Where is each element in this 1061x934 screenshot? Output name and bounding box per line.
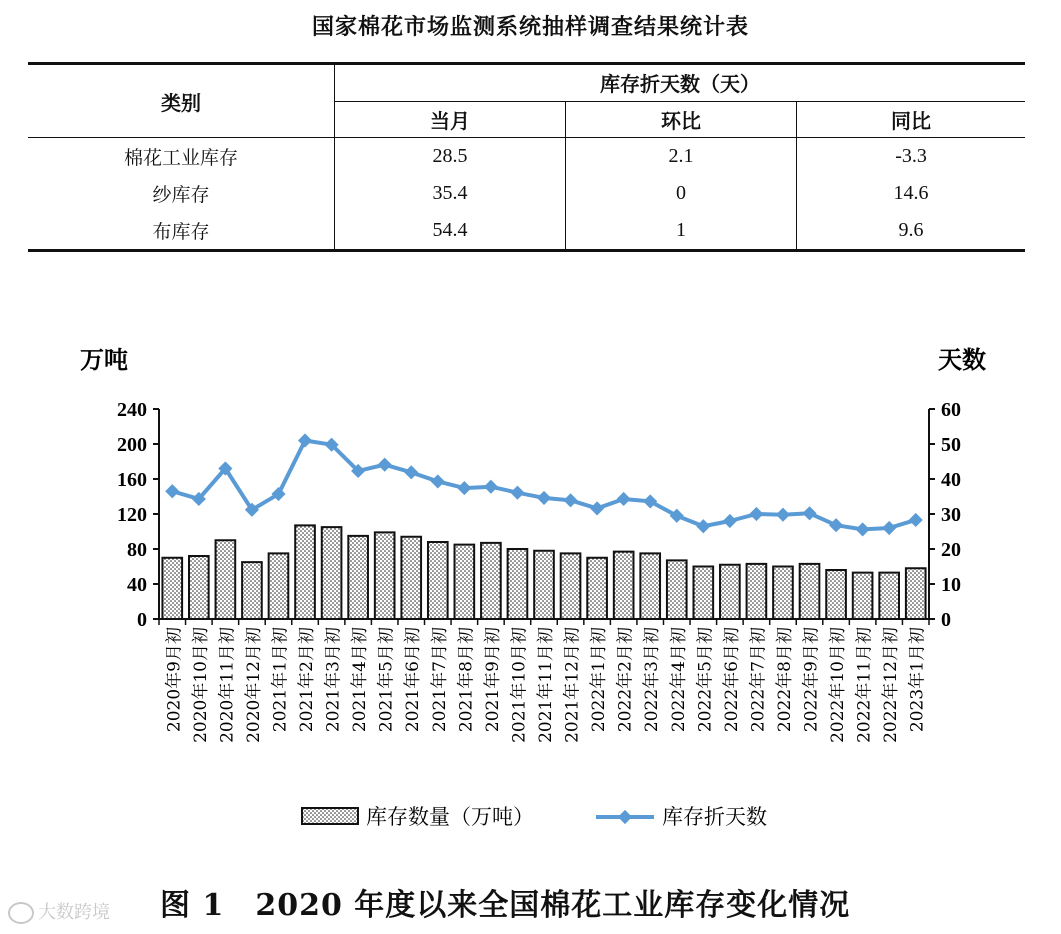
row-mom: 0 [566, 175, 797, 212]
line-series [172, 441, 915, 530]
x-tick-label: 2022年12月初 [881, 627, 902, 743]
line-point [776, 508, 790, 522]
row-mom: 2.1 [566, 138, 797, 176]
row-category: 纱库存 [28, 175, 335, 212]
left-axis-label: 万吨 [80, 346, 128, 374]
right-tick-label: 50 [941, 434, 961, 456]
x-tick-label: 2023年1月初 [907, 627, 928, 733]
left-tick-label: 120 [117, 504, 147, 526]
x-tick-label: 2021年12月初 [562, 627, 583, 743]
line-point [829, 518, 843, 532]
x-tick-label: 2022年1月初 [589, 627, 610, 733]
x-tick-label: 2021年11月初 [536, 627, 556, 743]
x-tick-label: 2021年2月初 [297, 627, 318, 733]
x-tick-label: 2021年9月初 [482, 627, 503, 733]
line-point [749, 507, 763, 521]
plot-area [117, 399, 961, 743]
bar [720, 565, 740, 619]
left-tick-label: 80 [127, 539, 147, 561]
bar [879, 573, 899, 619]
left-tick-label: 0 [137, 609, 147, 631]
left-tick-label: 240 [117, 399, 147, 421]
x-tick-label: 2020年10月初 [190, 627, 211, 743]
right-tick-label: 30 [941, 504, 961, 526]
bar [269, 553, 289, 619]
left-tick-label: 40 [127, 574, 147, 596]
row-current: 28.5 [432, 145, 468, 167]
x-tick-label: 2022年11月初 [854, 627, 875, 743]
row-yoy: 14.6 [893, 182, 929, 204]
bar [773, 567, 793, 620]
watermark [8, 898, 110, 924]
right-tick-label: 0 [941, 609, 951, 631]
x-tick-label: 2022年5月初 [695, 627, 716, 733]
line-point [165, 484, 179, 498]
line-point [298, 433, 312, 447]
legend-line-label: 库存折天数 [662, 805, 767, 829]
right-tick-label: 10 [941, 574, 961, 596]
bar [455, 545, 475, 619]
row-category: 棉花工业库存 [28, 138, 335, 176]
x-tick-label: 2022年9月初 [801, 627, 822, 733]
bar [906, 568, 926, 619]
x-tick-label: 2022年6月初 [721, 627, 742, 733]
line-point [617, 492, 631, 506]
x-tick-label: 2021年6月初 [403, 627, 424, 733]
line-point [856, 522, 870, 536]
bar [481, 543, 501, 619]
table-title: 国家棉花市场监测系统抽样调查结果统计表 [311, 14, 749, 40]
bar [800, 564, 820, 619]
x-tick-label: 2021年10月初 [509, 627, 530, 743]
left-tick-label: 160 [117, 469, 147, 491]
watermark-logo-icon [8, 902, 34, 924]
line-point [404, 465, 418, 479]
bar [295, 525, 315, 619]
bar [667, 560, 687, 619]
x-tick-label: 2021年4月初 [350, 627, 371, 733]
left-tick-label: 200 [117, 434, 147, 456]
bar [693, 567, 713, 620]
subheader-current: 当月 [335, 101, 566, 138]
bar [826, 570, 846, 619]
bar [853, 573, 873, 619]
line-point [563, 493, 577, 507]
right-tick-label: 40 [941, 469, 961, 491]
bar [561, 553, 581, 619]
x-tick-label: 2021年5月初 [376, 627, 397, 733]
bar [322, 527, 342, 619]
subheader-mom: 环比 [566, 101, 797, 138]
x-tick-label: 2022年4月初 [668, 627, 689, 733]
line-point [802, 506, 816, 520]
line-point [510, 486, 524, 500]
stats-table [28, 62, 1025, 252]
figure-caption: 图 1 2020 年度以来全国棉花工业库存变化情况 [160, 888, 851, 923]
subheader-yoy: 同比 [797, 101, 1025, 138]
line-point [457, 481, 471, 495]
row-current: 54.4 [335, 212, 566, 251]
line-point [484, 480, 498, 494]
x-tick-label: 2022年2月初 [615, 627, 636, 733]
table-row [28, 138, 1025, 176]
bar [640, 553, 660, 619]
line-point [431, 474, 445, 488]
x-tick-label: 2022年8月初 [774, 627, 795, 733]
line-point [670, 509, 684, 523]
row-yoy: 9.6 [797, 212, 1025, 251]
line-point [378, 458, 392, 472]
bar [747, 564, 767, 619]
table-row [28, 175, 1025, 212]
header-group: 库存折天数（天） [335, 64, 1026, 102]
row-current: 35.4 [432, 182, 468, 204]
header-category: 类别 [28, 64, 335, 138]
x-tick-label: 2021年8月初 [456, 627, 477, 733]
bar [375, 532, 395, 619]
x-tick-label: 2020年11月初 [217, 627, 238, 743]
bar [189, 556, 209, 619]
inventory-chart [0, 330, 1061, 870]
bar [428, 542, 448, 619]
bar [242, 562, 262, 619]
line-point [723, 514, 737, 528]
legend-bar-label: 库存数量（万吨） [366, 805, 534, 829]
bar [534, 551, 554, 619]
x-tick-label: 2020年9月初 [164, 627, 185, 733]
row-category: 布库存 [28, 212, 335, 251]
bar [216, 540, 236, 619]
right-tick-label: 60 [941, 399, 961, 421]
line-point [643, 494, 657, 508]
x-tick-label: 2022年7月初 [748, 627, 769, 733]
bar [348, 536, 368, 619]
legend-marker-swatch [618, 810, 632, 824]
bar [587, 558, 607, 619]
row-yoy: -3.3 [895, 145, 927, 167]
x-tick-label: 2020年12月初 [243, 627, 264, 743]
line-point [537, 491, 551, 505]
table-row [28, 212, 1025, 251]
x-tick-label: 2021年3月初 [323, 627, 344, 733]
x-tick-label: 2021年7月初 [429, 627, 450, 733]
bar [614, 552, 634, 619]
bar [508, 549, 528, 619]
legend-bar-swatch [302, 808, 358, 824]
x-tick-label: 2021年1月初 [270, 627, 291, 733]
row-mom: 1 [566, 212, 797, 251]
line-point [696, 519, 710, 533]
line-point [882, 521, 896, 535]
legend [302, 805, 767, 829]
line-point [590, 501, 604, 515]
x-tick-label: 2022年10月初 [828, 627, 849, 743]
x-tick-label: 2022年3月初 [642, 627, 663, 733]
bar [162, 558, 182, 619]
line-point [909, 513, 923, 527]
right-tick-label: 20 [941, 539, 961, 561]
right-axis-label: 天数 [938, 346, 986, 374]
bar [401, 537, 421, 619]
watermark-text: 大数跨境 [38, 902, 110, 923]
